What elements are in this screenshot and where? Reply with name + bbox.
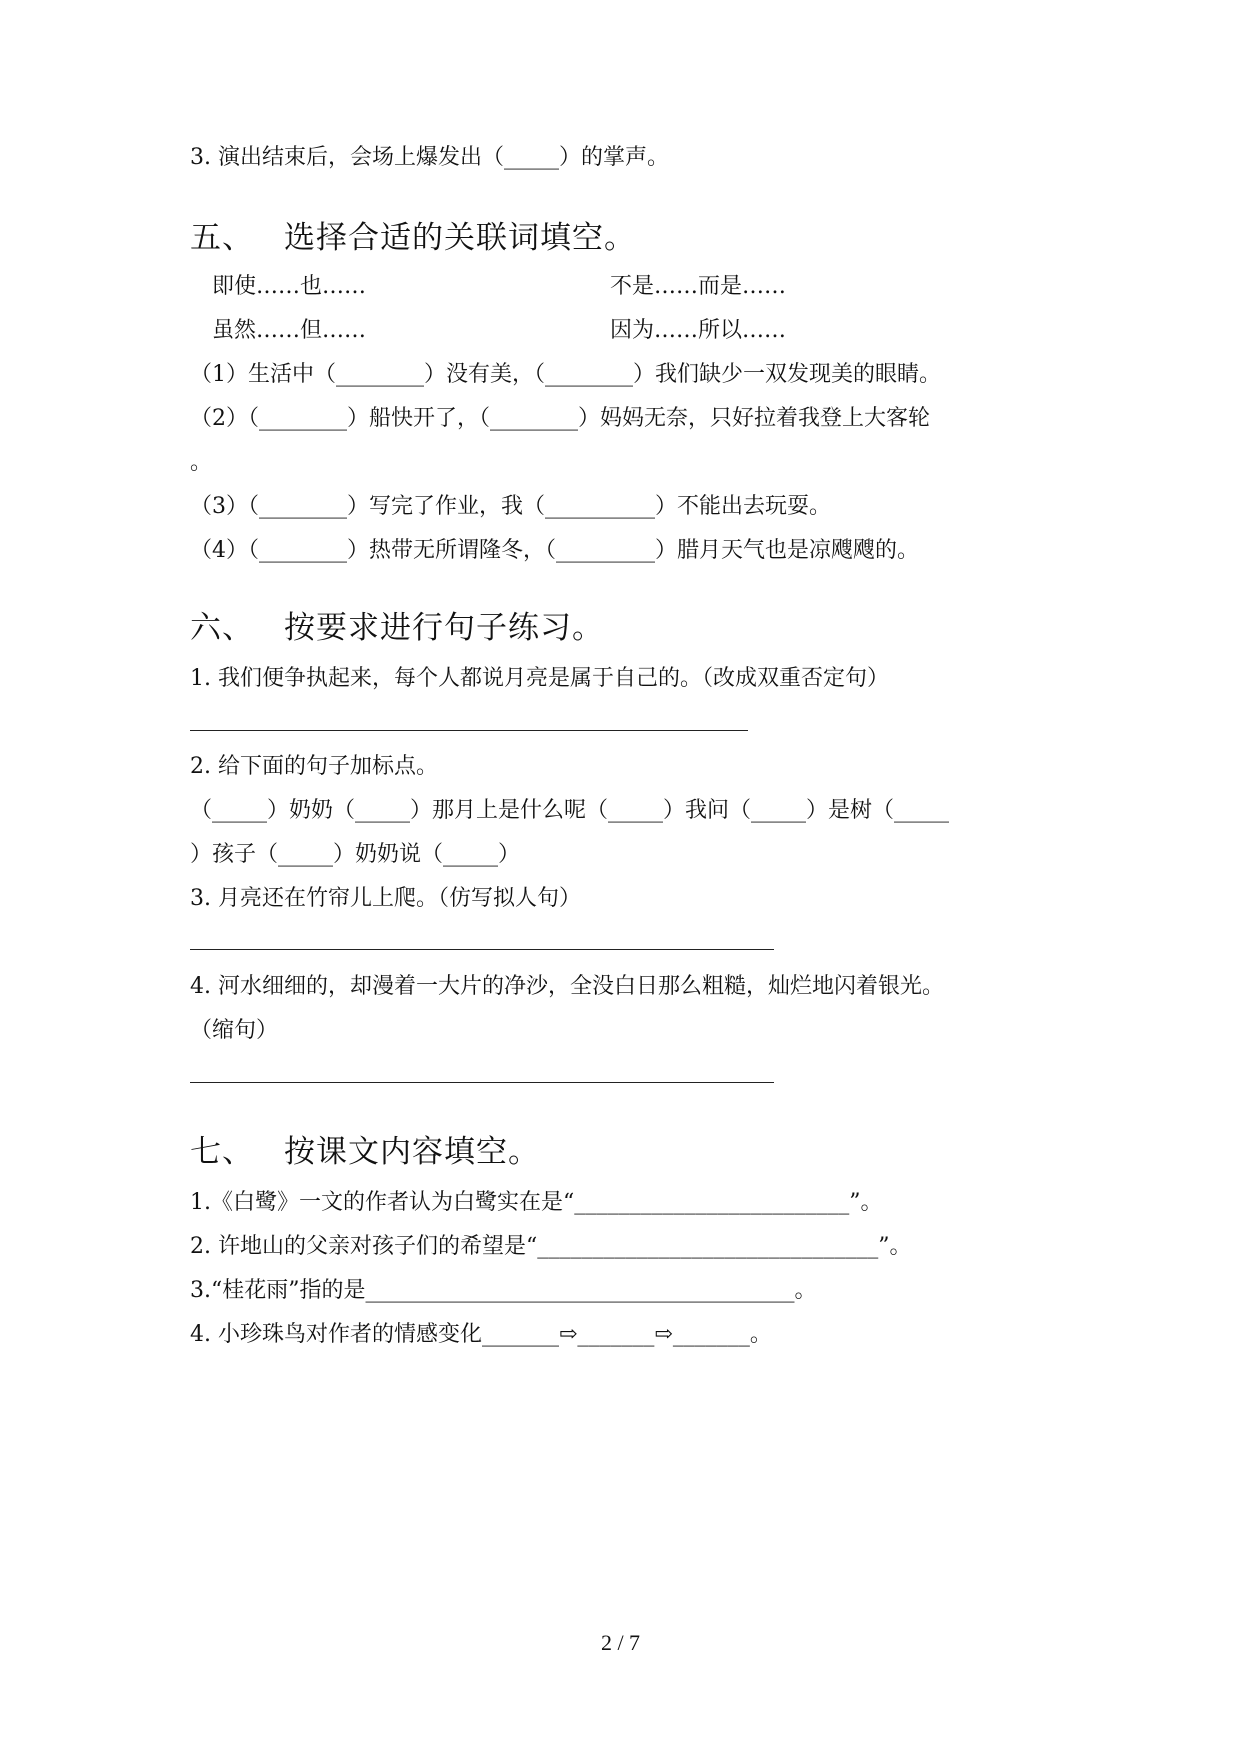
page-number: 2 / 7 bbox=[600, 1630, 641, 1655]
s6-q2-line1: （_____）奶奶（_____）那月上是什么呢（_____）我问（_____）是树（_____ bbox=[190, 798, 950, 823]
option-3: 虽然……但…… bbox=[212, 318, 367, 343]
s6-q3-answer-line bbox=[190, 949, 774, 950]
section-5-title: 选择合适的关联词填空。 bbox=[284, 220, 636, 256]
s5-item-4: （4）（________）热带无所谓隆冬，（_________）腊月天气也是凉飕飕的。 bbox=[190, 538, 919, 563]
s5-item-2-cont: 。 bbox=[190, 450, 213, 475]
q4-3-text: 3. 演出结束后，会场上爆发出（_____）的掌声。 bbox=[190, 145, 669, 170]
section-6-heading bbox=[190, 608, 604, 648]
s6-q2: 2. 给下面的句子加标点。 bbox=[190, 754, 438, 779]
s6-q2-line2: ）孩子（_____）奶奶说（_____） bbox=[190, 842, 521, 867]
option-2: 不是……而是…… bbox=[610, 274, 787, 299]
s5-item-2: （2）（________）船快开了，（________）妈妈无奈，只好拉着我登上大客轮 bbox=[190, 406, 930, 431]
s6-q4-line2: （缩句） bbox=[190, 1018, 279, 1043]
section-7-number: 七、 bbox=[190, 1134, 254, 1170]
s6-q4-answer-line bbox=[190, 1082, 774, 1083]
section-6-number: 六、 bbox=[190, 610, 254, 646]
s6-q1: 1. 我们便争执起来，每个人都说月亮是属于自己的。（改成双重否定句） bbox=[190, 666, 889, 691]
s5-item-1: （1）生活中（________）没有美，（________）我们缺少一双发现美的眼睛。 bbox=[190, 362, 941, 387]
s7-item-4: 4. 小珍珠鸟对作者的情感变化_______⇨_______⇨_______。 bbox=[190, 1322, 772, 1347]
section-5-number: 五、 bbox=[190, 220, 254, 256]
s5-item-3: （3）（________）写完了作业，我（__________）不能出去玩耍。 bbox=[190, 494, 831, 519]
option-1: 即使……也…… bbox=[212, 274, 367, 299]
s6-q3: 3. 月亮还在竹帘儿上爬。（仿写拟人句） bbox=[190, 886, 581, 911]
s7-item-2: 2. 许地山的父亲对孩子们的希望是“_______________________________”。 bbox=[190, 1234, 912, 1259]
s7-item-1: 1.《白鹭》一文的作者认为白鹭实在是“_________________________”。 bbox=[190, 1190, 883, 1215]
section-5-heading bbox=[190, 218, 636, 258]
section-6-title: 按要求进行句子练习。 bbox=[284, 610, 604, 646]
section-7-title: 按课文内容填空。 bbox=[284, 1134, 540, 1170]
s7-item-3: 3.“桂花雨”指的是_______________________________________。 bbox=[190, 1278, 817, 1303]
s6-q1-answer-line bbox=[190, 730, 748, 731]
s6-q4-line1: 4. 河水细细的，却漫着一大片的净沙，全没白日那么粗糙，灿烂地闪着银光。 bbox=[190, 974, 944, 999]
section-7-heading bbox=[190, 1132, 540, 1172]
option-4: 因为……所以…… bbox=[610, 318, 787, 343]
